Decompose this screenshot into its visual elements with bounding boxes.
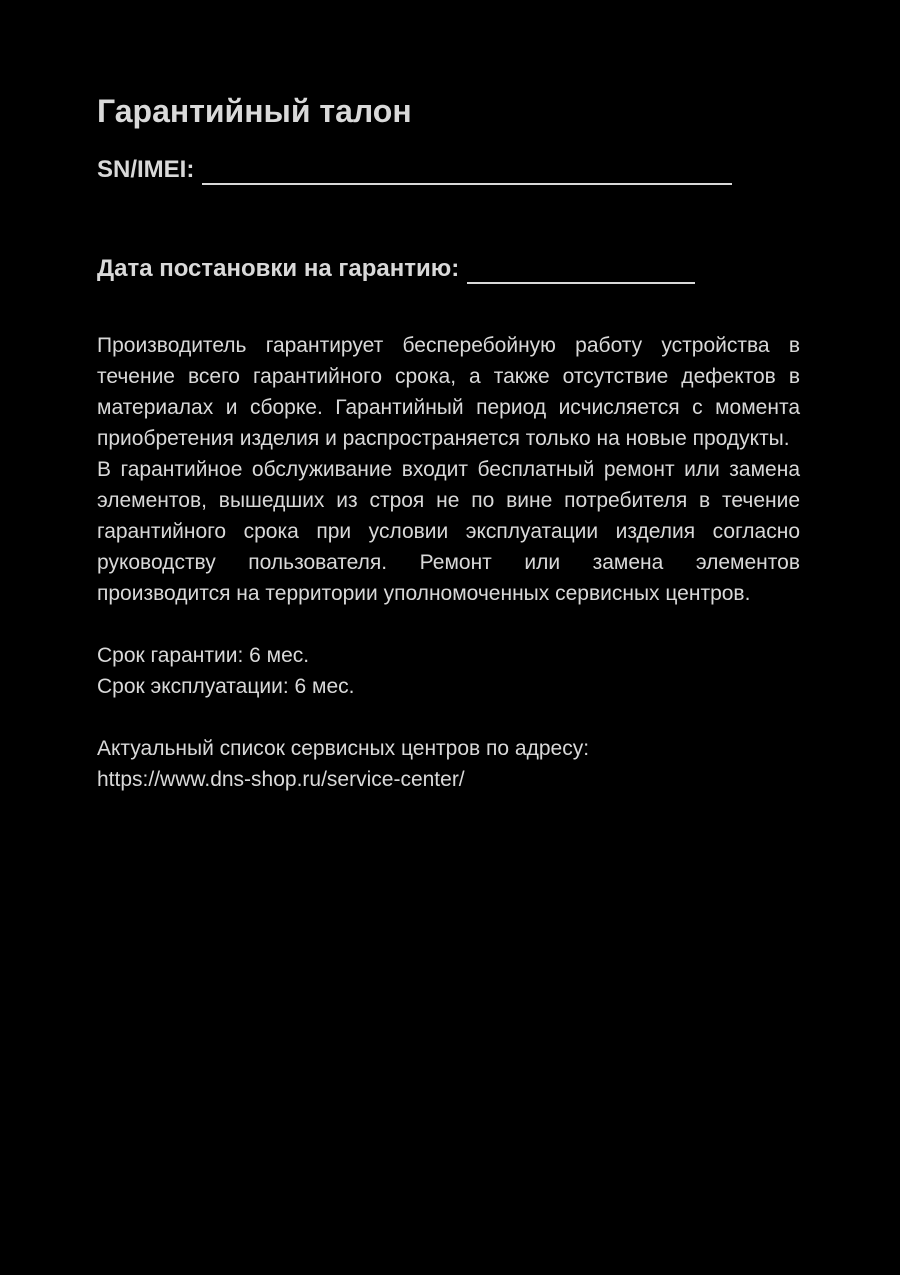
page-title: Гарантийный талон bbox=[97, 93, 412, 129]
sn-imei-blank-line bbox=[202, 161, 732, 185]
service-centers-label: Актуальный список сервисных центров по адресу: bbox=[97, 736, 590, 760]
warranty-date-field bbox=[97, 255, 800, 284]
warranty-period-text: Срок гарантии: 6 мес. bbox=[97, 643, 310, 667]
warranty-date-blank-line bbox=[467, 260, 695, 284]
warranty-card bbox=[97, 92, 800, 795]
warranty-terms-paragraph: Производитель гарантирует бесперебойную работу устройства в течение всего гарантийного срока, а также отсутствие дефектов в материалах и сборке. Гарантийный период исчисляется с момента приобретения изделия и распространяется только на новые продукты. bbox=[97, 333, 800, 450]
service-centers-url[interactable]: https://www.dns-shop.ru/service-center/ bbox=[97, 767, 465, 791]
spacer bbox=[97, 702, 800, 733]
sn-imei-field bbox=[97, 156, 800, 185]
service-life-text: Срок эксплуатации: 6 мес. bbox=[97, 674, 355, 698]
spacer bbox=[97, 609, 800, 640]
warranty-date-label: Дата постановки на гарантию: bbox=[97, 255, 460, 283]
warranty-service-paragraph: В гарантийное обслуживание входит бесплатный ремонт или замена элементов, вышедших из строя не по вине потребителя в течение гарантийного срока при условии эксплуатации изделия согласно руководству пользователя. Ремонт или замена элементов производится на территории уполномоченных сервисных центров. bbox=[97, 457, 800, 605]
sn-imei-label: SN/IMEI: bbox=[97, 156, 195, 184]
